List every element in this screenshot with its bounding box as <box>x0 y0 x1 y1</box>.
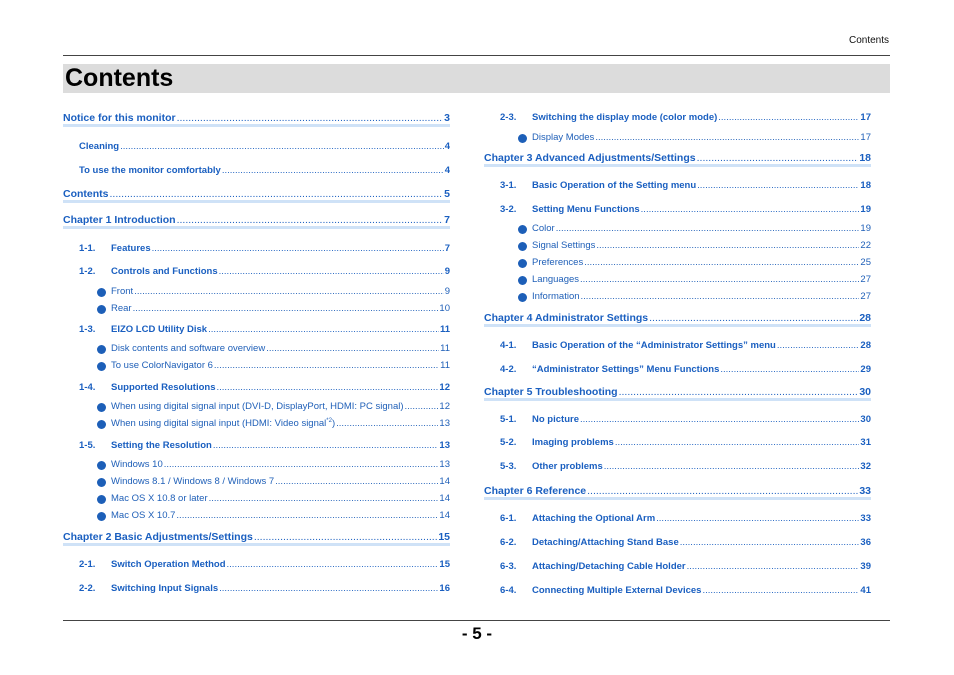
dot-leader <box>619 386 859 398</box>
dot-leader <box>697 152 859 164</box>
entry-title: Chapter 2 Basic Adjustments/Settings <box>63 531 253 543</box>
toc-entry-sec[interactable] <box>63 266 450 278</box>
toc-entry-sec[interactable] <box>63 583 450 595</box>
toc-entry-label <box>111 476 274 488</box>
toc-entry-label <box>532 257 583 269</box>
dot-leader <box>133 303 439 315</box>
toc-entry-label <box>79 583 218 595</box>
toc-entry-sub[interactable] <box>63 360 450 372</box>
page-ref: 33 <box>859 485 871 497</box>
toc-entry-label <box>79 440 212 452</box>
bullet-icon <box>97 288 106 297</box>
section-number: 5-3. <box>500 461 517 472</box>
dot-leader <box>209 493 439 505</box>
bullet-icon <box>97 305 106 314</box>
entry-title: Windows 8.1 / Windows 8 / Windows 7 <box>111 476 275 487</box>
entry-title: When using digital signal input (DVI-D, DisplayPort, HDMI: PC signal) <box>111 401 404 412</box>
dot-leader <box>213 440 439 452</box>
dot-leader <box>176 510 438 522</box>
toc-entry-label <box>484 386 618 398</box>
footnote-marker: *2 <box>326 417 332 424</box>
toc-entry-sec[interactable] <box>63 559 450 571</box>
dot-leader <box>110 188 444 200</box>
dot-leader <box>596 240 859 252</box>
toc-entry-label <box>500 585 701 597</box>
toc-entry-sub[interactable] <box>63 286 450 298</box>
page-ref: 4 <box>444 165 450 176</box>
dot-leader <box>604 461 860 473</box>
entry-title: Controls and Functions <box>111 266 218 277</box>
toc-entry-sub[interactable] <box>63 493 450 505</box>
toc-entry-sub[interactable] <box>63 418 450 430</box>
entry-title: Front <box>111 286 134 297</box>
dot-leader <box>266 343 439 355</box>
bullet-icon <box>97 478 106 487</box>
bullet-icon <box>518 225 527 234</box>
dot-leader <box>587 485 858 497</box>
entry-title: Chapter 1 Introduction <box>63 214 176 226</box>
toc-entry-simple[interactable] <box>63 165 450 177</box>
page-ref: 11 <box>440 343 450 354</box>
page-ref: 13 <box>439 459 450 470</box>
dot-leader <box>702 585 859 597</box>
toc-entry-label <box>63 214 176 226</box>
toc-entry-label <box>500 340 776 352</box>
entry-title: No picture <box>532 414 579 425</box>
page-ref: 16 <box>439 583 450 594</box>
toc-entry-sub[interactable] <box>484 240 871 252</box>
page-ref: 36 <box>860 537 871 548</box>
entry-title: Chapter 3 Advanced Adjustments/Settings <box>484 152 696 164</box>
page-ref: 22 <box>860 240 871 251</box>
toc-entry-label <box>111 510 175 522</box>
toc-entry-label <box>111 286 133 298</box>
toc-entry-sec[interactable] <box>63 440 450 452</box>
page-ref: 10 <box>439 303 450 314</box>
dot-leader <box>581 291 860 303</box>
entry-title: Other problems <box>532 461 603 472</box>
page-ref: 30 <box>859 386 871 398</box>
dot-leader <box>697 180 859 192</box>
toc-entry-sec[interactable] <box>63 382 450 394</box>
toc-entry-label <box>111 418 335 430</box>
entry-title: Setting Menu Functions <box>532 204 640 215</box>
section-number: 2-1. <box>79 559 96 570</box>
toc-entry-label <box>532 132 594 144</box>
toc-entry-ch[interactable] <box>63 188 450 200</box>
toc-entry-label <box>532 274 579 286</box>
toc-entry-label <box>500 204 640 216</box>
dot-leader <box>217 382 439 394</box>
dot-leader <box>219 583 438 595</box>
page-ref: 11 <box>440 360 450 371</box>
entry-title: Mac OS X 10.7 <box>111 510 176 521</box>
entry-title: Mac OS X 10.8 or later <box>111 493 208 504</box>
entry-title: Display Modes <box>532 132 595 143</box>
section-number: 6-1. <box>500 513 517 524</box>
entry-title: Cleaning <box>79 141 120 152</box>
page-ref: 14 <box>439 493 450 504</box>
bullet-icon <box>518 134 527 143</box>
toc-entry-label <box>500 364 719 376</box>
toc-entry-label <box>79 559 226 571</box>
toc-entry-label <box>63 112 176 124</box>
dot-leader <box>214 360 439 372</box>
entry-title: To use the monitor comfortably <box>79 165 221 176</box>
dot-leader <box>208 324 439 336</box>
toc-entry-label <box>500 414 579 426</box>
entry-title: Chapter 6 Reference <box>484 485 587 497</box>
page-ref: 19 <box>860 204 871 215</box>
page-ref: 15 <box>438 531 450 543</box>
page-ref: 30 <box>860 414 871 425</box>
toc-entry-sec[interactable] <box>484 204 871 216</box>
toc-entry-ch[interactable] <box>484 152 871 164</box>
page-ref: 13 <box>439 440 450 451</box>
page-ref: 13 <box>439 418 450 429</box>
dot-leader <box>164 459 439 471</box>
page-ref: 31 <box>860 437 871 448</box>
page-number: - 5 - <box>461 624 493 643</box>
toc-entry-sec[interactable] <box>63 324 450 336</box>
section-number: 1-3. <box>79 324 96 335</box>
toc-entry-label <box>500 561 686 573</box>
toc-entry-label <box>484 485 586 497</box>
toc-entry-label <box>500 437 614 449</box>
section-number: 3-1. <box>500 180 517 191</box>
dot-leader <box>120 141 444 153</box>
toc-entry-sec[interactable] <box>484 364 871 376</box>
toc-entry-label <box>500 180 696 192</box>
entry-title: Setting the Resolution <box>111 440 212 451</box>
entry-title: Basic Operation of the “Administrator Settings” menu <box>532 340 776 351</box>
entry-title: Contents <box>63 188 109 200</box>
toc-entry-ch[interactable] <box>63 214 450 226</box>
toc-entry-sub[interactable] <box>63 343 450 355</box>
bullet-icon <box>518 242 527 251</box>
page-ref: 12 <box>439 401 450 412</box>
entry-title: Switching Input Signals <box>111 583 219 594</box>
dot-leader <box>615 437 860 449</box>
entry-title: Rear <box>111 303 132 314</box>
toc-entry-sec[interactable] <box>484 414 871 426</box>
entry-title: EIZO LCD Utility Disk <box>111 324 208 335</box>
bullet-icon <box>97 512 106 521</box>
toc-entry-label <box>111 303 132 315</box>
toc-entry-ch[interactable] <box>484 485 871 497</box>
page-ref: 32 <box>860 461 871 472</box>
toc-entry-sec[interactable] <box>484 537 871 549</box>
entry-title: Disk contents and software overview <box>111 343 266 354</box>
page-ref: 18 <box>859 152 871 164</box>
dot-leader <box>227 559 439 571</box>
dot-leader <box>718 112 859 124</box>
page-ref: 3 <box>444 112 450 124</box>
toc-entry-label <box>79 243 151 255</box>
section-number: 5-2. <box>500 437 517 448</box>
toc-entry-label <box>63 531 253 543</box>
toc-entry-sub[interactable] <box>484 274 871 286</box>
page-ref: 15 <box>439 559 450 570</box>
entry-title: Information <box>532 291 580 302</box>
section-number: 5-1. <box>500 414 517 425</box>
entry-title: Basic Operation of the Setting menu <box>532 180 697 191</box>
toc-entry-label <box>532 291 580 303</box>
dot-leader <box>656 513 859 525</box>
dot-leader <box>219 266 444 278</box>
page-ref: 4 <box>444 141 450 152</box>
page-ref: 27 <box>860 274 871 285</box>
toc-entry-label <box>79 165 221 177</box>
dot-leader <box>177 112 444 124</box>
toc-entry-sub[interactable] <box>63 401 450 413</box>
toc-entry-label <box>111 459 163 471</box>
dot-leader <box>641 204 860 216</box>
page-ref: 33 <box>860 513 871 524</box>
page-ref: 11 <box>439 324 450 335</box>
toc-entry-label <box>500 461 603 473</box>
toc-entry-sub[interactable] <box>484 223 871 235</box>
dot-leader <box>177 214 444 226</box>
top-rule <box>63 55 890 56</box>
page-ref: 9 <box>444 286 450 297</box>
toc-entry-label <box>484 312 648 324</box>
entry-title: Detaching/Attaching Stand Base <box>532 537 679 548</box>
dot-leader <box>584 257 859 269</box>
page-ref: 5 <box>444 188 450 200</box>
toc-entry-sec[interactable] <box>484 340 871 352</box>
entry-title: Features <box>111 243 151 254</box>
dot-leader <box>580 274 859 286</box>
dot-leader <box>595 132 859 144</box>
section-number: 1-5. <box>79 440 96 451</box>
entry-title: Connecting Multiple External Devices <box>532 585 702 596</box>
entry-title: Chapter 4 Administrator Settings <box>484 312 649 324</box>
toc-entry-ch[interactable] <box>63 112 450 124</box>
page-ref: 25 <box>860 257 871 268</box>
entry-title: Attaching the Optional Arm <box>532 513 656 524</box>
toc-entry-label <box>484 152 696 164</box>
page-ref: 41 <box>860 585 871 596</box>
entry-title: Switching the display mode (color mode) <box>532 112 718 123</box>
toc-entry-ch[interactable] <box>63 531 450 543</box>
entry-title: Attaching/Detaching Cable Holder <box>532 561 686 572</box>
toc-entry-label <box>63 188 109 200</box>
page-ref: 14 <box>439 510 450 521</box>
toc-entry-label <box>79 324 207 336</box>
bullet-icon <box>97 495 106 504</box>
toc-entry-label <box>500 513 655 525</box>
section-number: 6-2. <box>500 537 517 548</box>
toc-entry-sec[interactable] <box>63 243 450 255</box>
toc-entry-sec[interactable] <box>484 561 871 573</box>
section-number: 2-2. <box>79 583 96 594</box>
bullet-icon <box>518 276 527 285</box>
entry-title: To use ColorNavigator 6 <box>111 360 213 371</box>
dot-leader <box>687 561 860 573</box>
page-ref: 12 <box>439 382 450 393</box>
running-header: Contents <box>848 35 889 46</box>
section-number: 4-2. <box>500 364 517 375</box>
section-number: 1-4. <box>79 382 96 393</box>
toc-entry-simple[interactable] <box>63 141 450 153</box>
toc-entry-label <box>79 141 119 153</box>
entry-title: Supported Resolutions <box>111 382 216 393</box>
page-ref: 9 <box>444 266 450 277</box>
toc-entry-sec[interactable] <box>484 437 871 449</box>
page-ref: 17 <box>860 112 871 123</box>
dot-leader <box>580 414 859 426</box>
toc-entry-label <box>111 401 404 413</box>
toc-entry-sec[interactable] <box>484 513 871 525</box>
toc-entry-label <box>532 240 595 252</box>
page-ref: 29 <box>860 364 871 375</box>
page-ref: 7 <box>444 243 450 254</box>
toc-entry-sec[interactable] <box>484 585 871 597</box>
bullet-icon <box>518 293 527 302</box>
entry-title: Languages <box>532 274 580 285</box>
page-title: Contents <box>65 64 174 92</box>
dot-leader <box>134 286 444 298</box>
page-ref: 17 <box>860 132 871 143</box>
dot-leader <box>720 364 859 376</box>
entry-title: Chapter 5 Troubleshooting <box>484 386 618 398</box>
toc-entry-sub[interactable] <box>484 132 871 144</box>
entry-title-end: ) <box>331 418 336 429</box>
section-number: 1-1. <box>79 243 96 254</box>
toc-entry-label <box>500 112 717 124</box>
page-ref: 27 <box>860 291 871 302</box>
entry-title: Color <box>532 223 555 234</box>
toc-entry-label <box>79 382 216 394</box>
dot-leader <box>254 531 437 543</box>
bullet-icon <box>97 403 106 412</box>
section-number: 2-3. <box>500 112 517 123</box>
entry-title: Notice for this monitor <box>63 112 176 124</box>
toc-entry-sub[interactable] <box>63 476 450 488</box>
toc-entry-ch[interactable] <box>484 386 871 398</box>
entry-title: “Administrator Settings” Menu Functions <box>532 364 720 375</box>
bottom-rule <box>63 620 890 621</box>
dot-leader <box>336 418 438 430</box>
dot-leader <box>680 537 860 549</box>
toc-entry-label <box>111 343 265 355</box>
toc-entry-label <box>111 493 208 505</box>
toc-entry-sub[interactable] <box>63 303 450 315</box>
section-number: 6-3. <box>500 561 517 572</box>
page-ref: 28 <box>860 340 871 351</box>
dot-leader <box>777 340 860 352</box>
bullet-icon <box>97 345 106 354</box>
page-ref: 14 <box>439 476 450 487</box>
section-number: 6-4. <box>500 585 517 596</box>
toc-entry-sec[interactable] <box>484 180 871 192</box>
dot-leader <box>275 476 438 488</box>
page-ref: 7 <box>444 214 450 226</box>
toc-entry-sub[interactable] <box>63 510 450 522</box>
entry-title: Preferences <box>532 257 584 268</box>
toc-entry-sub[interactable] <box>484 257 871 269</box>
toc-entry-sub[interactable] <box>484 291 871 303</box>
page-ref: 19 <box>860 223 871 234</box>
entry-title: Imaging problems <box>532 437 614 448</box>
page-ref: 28 <box>859 312 871 324</box>
dot-leader <box>405 401 439 413</box>
title-band <box>63 64 890 93</box>
section-number: 1-2. <box>79 266 96 277</box>
bullet-icon <box>97 461 106 470</box>
toc-entry-label <box>532 223 555 235</box>
page-ref: 18 <box>860 180 871 191</box>
section-number: 4-1. <box>500 340 517 351</box>
toc-entry-sub[interactable] <box>63 459 450 471</box>
section-number: 3-2. <box>500 204 517 215</box>
bullet-icon <box>518 259 527 268</box>
page-ref: 39 <box>860 561 871 572</box>
entry-title: Windows 10 <box>111 459 163 470</box>
toc-entry-label <box>79 266 218 278</box>
entry-title: When using digital signal input (HDMI: Video signal <box>111 418 327 429</box>
dot-leader <box>222 165 444 177</box>
toc-entry-ch[interactable] <box>484 312 871 324</box>
toc-entry-sec[interactable] <box>484 112 871 124</box>
entry-title: Signal Settings <box>532 240 596 251</box>
dot-leader <box>152 243 444 255</box>
toc-entry-label <box>111 360 213 372</box>
toc-entry-sec[interactable] <box>484 461 871 473</box>
entry-title: Switch Operation Method <box>111 559 226 570</box>
bullet-icon <box>97 420 106 429</box>
toc-entry-label <box>500 537 679 549</box>
dot-leader <box>556 223 860 235</box>
bullet-icon <box>97 362 106 371</box>
dot-leader <box>649 312 858 324</box>
